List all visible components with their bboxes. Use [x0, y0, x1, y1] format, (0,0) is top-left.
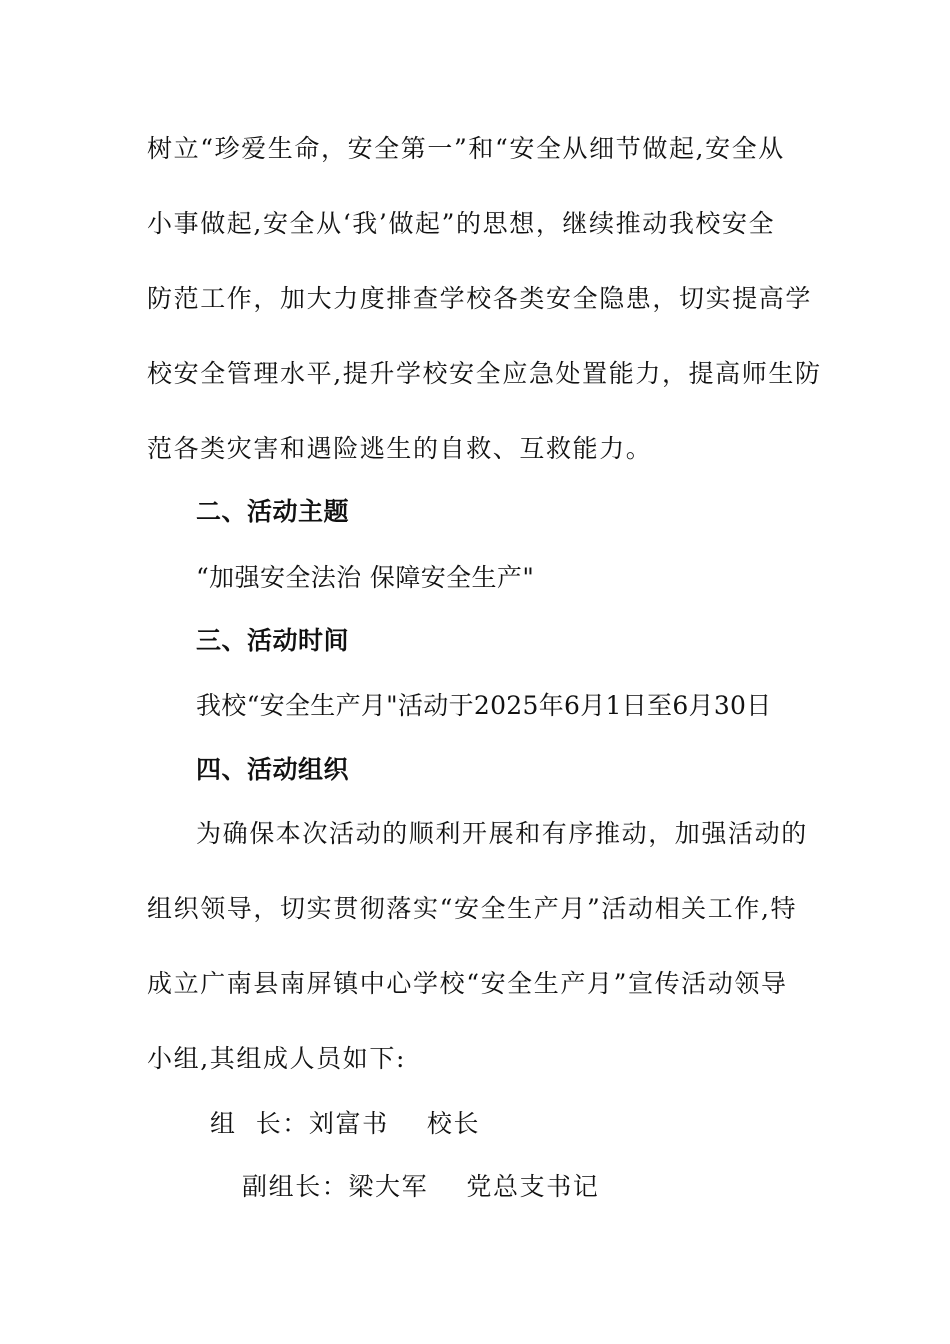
paragraph-line: 小事做起,安全从‘我’做起”的思想，继续推动我校安全: [147, 209, 776, 238]
paragraph-line: 树立“珍爱生命，安全第一”和“安全从细节做起,安全从: [147, 134, 785, 163]
member-leader: 组 长：刘富书 校长: [210, 1109, 481, 1138]
paragraph-line: 为确保本次活动的顺利开展和有序推动，加强活动的: [196, 819, 808, 848]
paragraph-line: 小组,其组成人员如下:: [147, 1044, 406, 1073]
section-heading-time: 三、活动时间: [196, 626, 350, 655]
paragraph-line: 防范工作，加大力度排查学校各类安全隐患，切实提高学: [147, 284, 813, 313]
paragraph-line: 成立广南县南屏镇中心学校“安全生产月”宣传活动领导: [147, 969, 788, 998]
section-heading-organization: 四、活动组织: [196, 755, 350, 784]
paragraph-line: 范各类灾害和遇险逃生的自救、互救能力。: [147, 434, 653, 463]
paragraph-line: 组织领导，切实贯彻落实“安全生产月”活动相关工作,特: [147, 894, 798, 923]
member-deputy-leader: 副组长：梁大军 党总支书记: [242, 1172, 600, 1201]
theme-text: “加强安全法治 保障安全生产": [196, 563, 535, 592]
time-text: 我校“安全生产月"活动于2025年6月1日至6月30日: [196, 691, 772, 720]
paragraph-line: 校安全管理水平,提升学校安全应急处置能力，提高师生防: [147, 359, 822, 388]
section-heading-theme: 二、活动主题: [196, 497, 350, 526]
